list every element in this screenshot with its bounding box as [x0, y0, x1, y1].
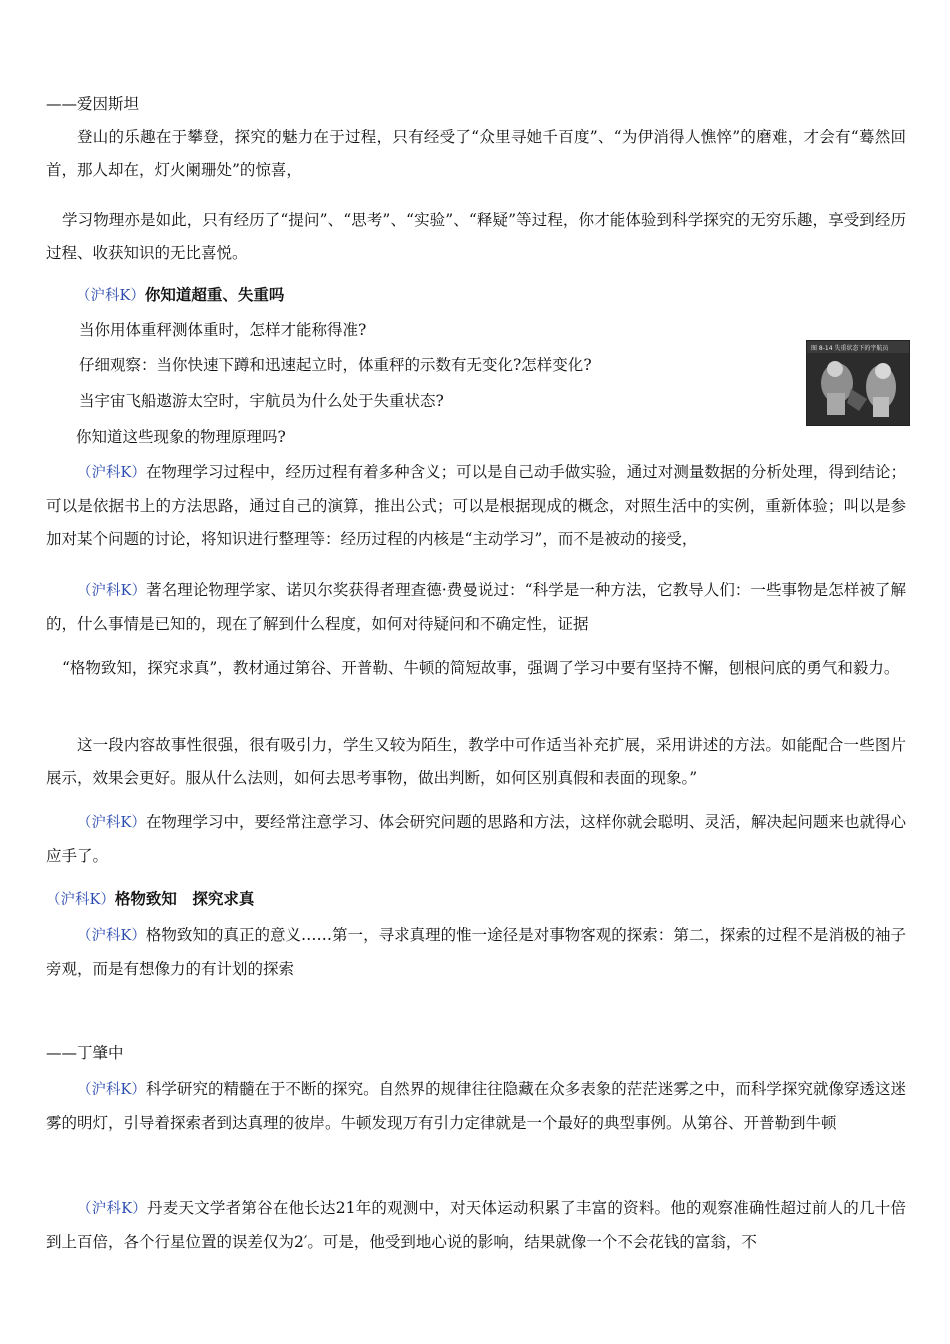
- paragraph-text: 这一段内容故事性很强，很有吸引力，学生又较为陌生，教学中可作适当补充扩展，采用讲述的方法。如能配合一些图片展示，效果会更好。服从什么法则，如何去思考事物，做出判断，如何区别真假和表面的现象。”: [46, 736, 906, 787]
- paragraph-true-meaning: [46, 919, 906, 986]
- source-tag: （沪科K）: [77, 1082, 146, 1098]
- paragraph-story: [46, 729, 906, 795]
- paragraph-text: “格物致知，探究求真”，教材通过第谷、开普勒、牛顿的简短故事，强调了学习中要有坚持不懈，刨根问底的勇气和毅力。: [62, 659, 900, 677]
- section-heading: 你知道超重、失重吗: [144, 285, 285, 304]
- heading-gewu: [46, 889, 254, 910]
- paragraph-process-meaning: [46, 456, 906, 556]
- paragraph-text: 在物理学习中，要经常注意学习、体会研究问题的思路和方法，这样你就会聪明、灵活，解决起问题来也就得心应手了。: [46, 813, 906, 865]
- astronaut-illustration: [807, 353, 909, 425]
- quote-author-einstein: ——爱因斯坦: [46, 95, 140, 113]
- source-tag: （沪科K）: [77, 583, 147, 599]
- paragraph-text: 科学研究的精髓在于不断的探究。自然界的规律往往隐藏在众多表象的茫茫迷雾之中，而科学探究就像穿透这迷雾的明灯，引导着探索者到达真理的彼岸。牛顿发现万有引力定律就是一个最好的典型事例。从第谷、开普勒到牛顿: [46, 1080, 906, 1132]
- question-observe: 仔细观察：当你快速下蹲和迅速起立时，体重秤的示数有无变化?怎样变化?: [79, 356, 592, 374]
- source-tag: （沪科K）: [46, 892, 115, 908]
- paragraph-scientific-research: [46, 1073, 906, 1140]
- section-heading: 格物致知 探究求真: [114, 889, 255, 908]
- source-tag: （沪科K）: [77, 815, 146, 831]
- paragraph-text: 登山的乐趣在于攀登，探究的魅力在于过程，只有经受了“众里寻她千百度”、“为伊消得人憔悴”的磨难，才会有“蓦然回首，那人却在，灯火阑珊处”的惊喜，: [46, 128, 906, 179]
- source-tag: （沪科K）: [77, 1201, 147, 1217]
- question-scale: 当你用体重秤测体重时，怎样才能称得准?: [79, 321, 367, 339]
- paragraph-gewu: [46, 652, 906, 685]
- paragraph-text: 学习物理亦是如此，只有经历了“提问”、“思考”、“实验”、“释疑”等过程，你才能体验到科学探究的无穷乐趣，享受到经历过程、收获知识的无比喜悦。: [46, 211, 906, 262]
- heading-weightlessness: [76, 285, 284, 306]
- photo-caption: 图 8-14 失重状态下的宇航员: [811, 345, 889, 352]
- paragraph-methods: [46, 806, 906, 873]
- paragraph-text: 著名理论物理学家、诺贝尔奖获得者理查德·费曼说过：“科学是一种方法，它教导人们：一些事物是怎样被了解的，什么事情是已知的，现在了解到什么程度，如何对待疑问和不确定性，证据: [46, 581, 906, 633]
- source-tag: （沪科K）: [76, 288, 145, 304]
- paragraph-climbing: [46, 121, 906, 187]
- paragraph-learning-physics: [46, 204, 906, 270]
- astronaut-photo: [806, 340, 910, 426]
- paragraph-text: 格物致知的真正的意义……第一，寻求真理的惟一途径是对事物客观的探索：第二，探索的过程不是消极的袖子旁观，而是有想像力的有计划的探索: [46, 926, 906, 978]
- source-tag: （沪科K）: [77, 928, 146, 944]
- paragraph-feynman: [46, 574, 906, 641]
- question-astronaut: 当宇宙飞船遨游太空时，宇航员为什么处于失重状态?: [79, 392, 444, 410]
- paragraph-text: 丹麦天文学者第谷在他长达21年的观测中，对天体运动积累了丰富的资料。他的观察准确性超过前人的几十倍到上百倍，各个行星位置的误差仅为2′。可是，他受到地心说的影响，结果就像一个不会花钱的富翁，不: [46, 1199, 906, 1251]
- paragraph-tycho: [46, 1192, 906, 1259]
- question-principle: 你知道这些现象的物理原理吗?: [76, 428, 286, 446]
- source-tag: （沪科K）: [77, 465, 146, 481]
- quote-author-ding: ——丁肇中: [46, 1044, 124, 1062]
- paragraph-text: 在物理学习过程中，经历过程有着多种含义；可以是自己动手做实验，通过对测量数据的分析处理，得到结论；可以是依据书上的方法思路，通过自己的演算，推出公式；可以是根据现成的概念，对照生活中的实例，重新体验；叫以是参加对某个问题的讨论，将知识进行整理等：经历过程的内核是“主动学习”，而不是被动的接受，: [46, 463, 906, 548]
